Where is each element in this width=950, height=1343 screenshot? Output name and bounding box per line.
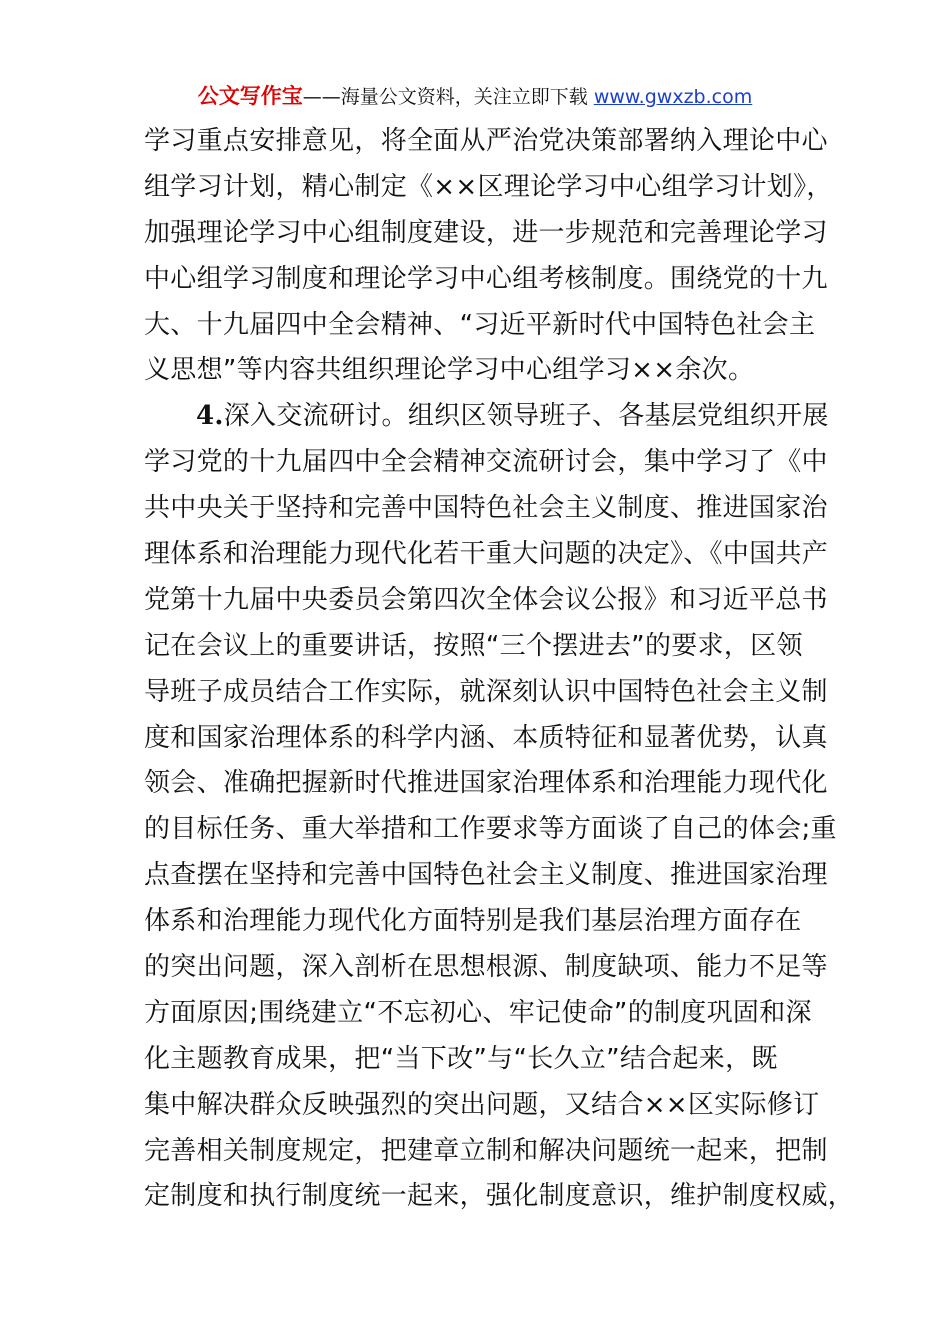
body-line: 方面原因;围绕建立“不忘初心、牢记使命”的制度巩固和深: [144, 997, 812, 1028]
body-line: 定制度和执行制度统一起来，强化制度意识，维护制度权威，: [144, 1181, 855, 1212]
body-line: 义思想”等内容共组织理论学习中心组学习××余次。: [144, 355, 755, 386]
body-line: 理体系和治理能力现代化若干重大问题的决定》、《中国共产: [144, 539, 829, 570]
body-line: 党第十九届中央委员会第四次全体会议公报》和习近平总书: [144, 584, 828, 615]
body-line: 共中央关于坚持和完善中国特色社会主义制度、推进国家治: [144, 493, 828, 524]
body-line: 完善相关制度规定，把建章立制和解决问题统一起来，把制: [144, 1135, 828, 1166]
body-line: 领会、准确把握新时代推进国家治理体系和治理能力现代化: [144, 768, 828, 799]
body-line: 记在会议上的重要讲话，按照“三个摆进去”的要求，区领: [144, 630, 803, 661]
brand-name: 公文写作宝: [197, 84, 303, 108]
body-line: 组学习计划，精心制定《××区理论学习中心组学习计划》，: [144, 171, 833, 202]
header-tagline: ——海量公文资料，关注立即下载: [302, 86, 594, 108]
document-body: [144, 119, 855, 1220]
body-line: 中心组学习制度和理论学习中心组考核制度。围绕党的十九: [144, 263, 828, 294]
document-header: [0, 82, 950, 111]
body-line: 体系和治理能力现代化方面特别是我们基层治理方面存在: [144, 906, 802, 937]
body-line: 点查摆在坚持和完善中国特色社会主义制度、推进国家治理: [144, 860, 828, 891]
body-line: 导班子成员结合工作实际，就深刻认识中国特色社会主义制: [144, 676, 828, 707]
item-4-first-line: [144, 394, 829, 440]
body-line: 集中解决群众反映强烈的突出问题，又结合××区实际修订: [144, 1089, 820, 1120]
body-line: 的目标任务、重大举措和工作要求等方面谈了自己的体会;重: [144, 814, 837, 845]
body-line: 度和国家治理体系的科学内涵、本质特征和显著优势，认真: [144, 722, 828, 753]
body-line: 学习重点安排意见，将全面从严治党决策部署纳入理论中心: [144, 126, 828, 156]
body-line: 大、十九届四中全会精神、“习近平新时代中国特色社会主: [144, 309, 816, 340]
website-link[interactable]: www.gwxzb.com: [593, 86, 753, 108]
body-line: 学习党的十九届四中全会精神交流研讨会，集中学习了《中: [144, 447, 828, 478]
body-line: 化主题教育成果，把“当下改”与“长久立”结合起来，既: [144, 1043, 778, 1074]
item-4-heading-text: 深入交流研讨。组织区领导班子、各基层党组织开展: [223, 401, 829, 432]
body-line: 的突出问题，深入剖析在思想根源、制度缺项、能力不足等: [144, 952, 828, 983]
body-line: 加强理论学习中心组制度建设，进一步规范和完善理论学习: [144, 217, 828, 248]
item-number: 4.: [196, 401, 224, 432]
